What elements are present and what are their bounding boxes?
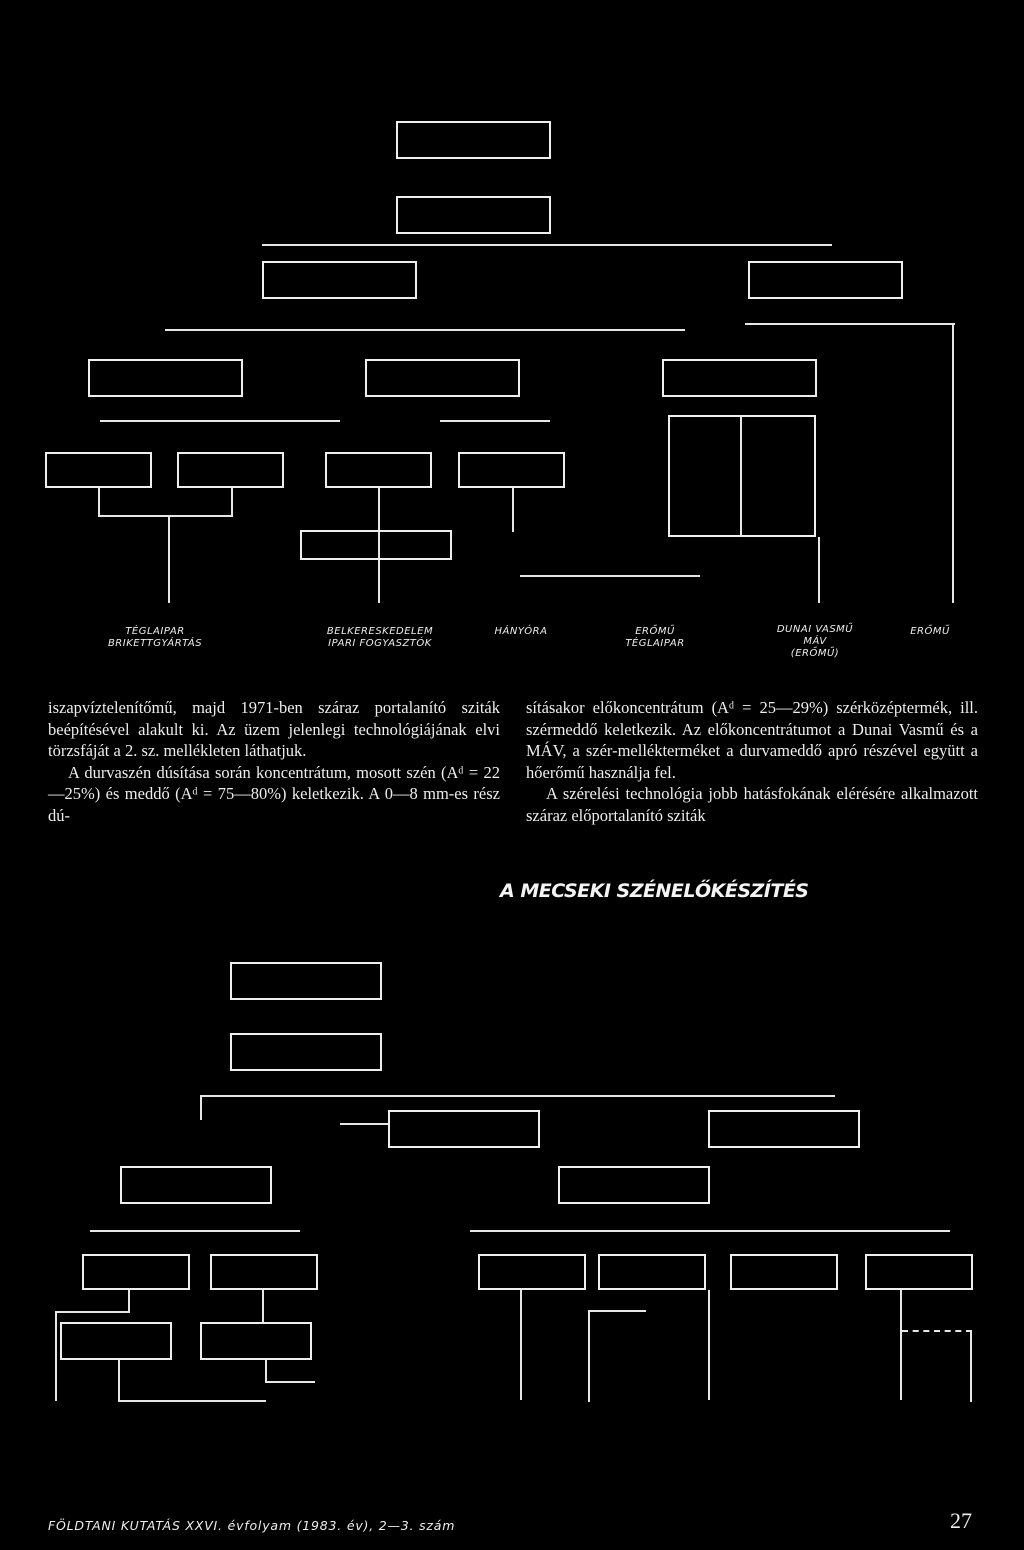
connector [440,420,550,422]
top-flowchart [0,0,1024,670]
connector [98,515,233,517]
connector [118,1400,266,1402]
flow-box [177,452,284,488]
connector [90,1230,300,1232]
flow-box [210,1254,318,1290]
flow-box [396,196,551,234]
connector [231,488,233,516]
connector [818,537,820,603]
connector [470,1230,950,1232]
flow-box [365,359,520,397]
paragraph: A szérelési technológia jobb hatásfokának elérésére alkalmazott száraz előportalanító sziták [526,784,978,825]
flow-box [662,359,817,397]
destination-label: BELKERESKEDELEM IPARI FOGYASZTÓK [326,626,434,649]
destination-label: ERŐMŰ TÉGLAIPAR [625,626,685,649]
connector [98,488,100,516]
destination-label: ERŐMŰ [910,626,950,637]
flow-box [230,1033,382,1071]
text-column-right [526,697,978,827]
connector [55,1311,130,1313]
flow-box [396,121,551,159]
flow-box [262,261,417,299]
flow-box [730,1254,838,1290]
flow-box [388,1110,540,1148]
connector [168,515,170,603]
section-title: A MECSEKI SZÉNELŐKÉSZÍTÉS [500,880,809,902]
journal-footer: FÖLDTANI KUTATÁS XXVI. évfolyam (1983. év), 2—3. szám [48,1518,456,1533]
connector [200,1095,835,1097]
flow-box [558,1166,710,1204]
flow-box [598,1254,706,1290]
paragraph: iszapvíztelenítőmű, majd 1971-ben száraz portalanító sziták beépítésével alakult ki. Az üzem jelenlegi technológiájának elvi törzsfáját a 2. sz. mellékleten láthatjuk. [48,698,500,761]
flow-box [478,1254,586,1290]
connector [520,1290,522,1400]
page-number: 27 [950,1508,972,1533]
flow-box [82,1254,190,1290]
connector [740,415,742,537]
connector [512,488,514,532]
connector [708,1290,710,1400]
flow-box [60,1322,172,1360]
connector [118,1360,120,1402]
connector [200,1095,202,1120]
flow-box [120,1166,272,1204]
flow-box [325,452,432,488]
connector [340,1123,388,1125]
connector [588,1310,590,1402]
connector [952,323,954,603]
connector [520,575,700,577]
destination-label: TÉGLAIPAR BRIKETTGYÁRTÁS [107,626,203,649]
flow-box [458,452,565,488]
connector [745,323,955,325]
connector [588,1310,646,1312]
connector [100,420,340,422]
destination-label: HÁNYÓRA [494,626,548,637]
connector [128,1290,130,1312]
flow-box [230,962,382,1000]
flow-box [45,452,152,488]
connector [265,1360,267,1382]
paragraph: sításakor előkoncentrátum (Aᵈ = 25—29%) szérközéptermék, ill. szérmeddő keletkezik. Az előkoncentrátumot a Dunai Vasmű és a MÁV, a szér-mellékterméket a durvameddő apró részével együtt a hőerőmű használja fel. [526,698,978,782]
dashed-connector [902,1330,972,1332]
flow-box [708,1110,860,1148]
flow-box [865,1254,973,1290]
flow-box [88,359,243,397]
destination-label: DUNAI VASMŰ MÁV (ERŐMŰ) [776,624,854,659]
connector [265,1381,315,1383]
connector [262,244,832,246]
connector [55,1311,57,1401]
flow-box [748,261,903,299]
connector [262,1290,264,1322]
text-column-left [48,697,500,827]
flow-box [668,415,816,537]
connector [970,1330,972,1402]
flow-box [300,530,452,560]
paragraph: A durvaszén dúsítása során koncentrátum, mosott szén (Aᵈ = 22—25%) és meddő (Aᵈ = 75—80%) keletkezik. A 0—8 mm-es rész dú- [48,762,500,825]
flow-box [200,1322,312,1360]
connector [165,329,685,331]
connector [900,1290,902,1400]
